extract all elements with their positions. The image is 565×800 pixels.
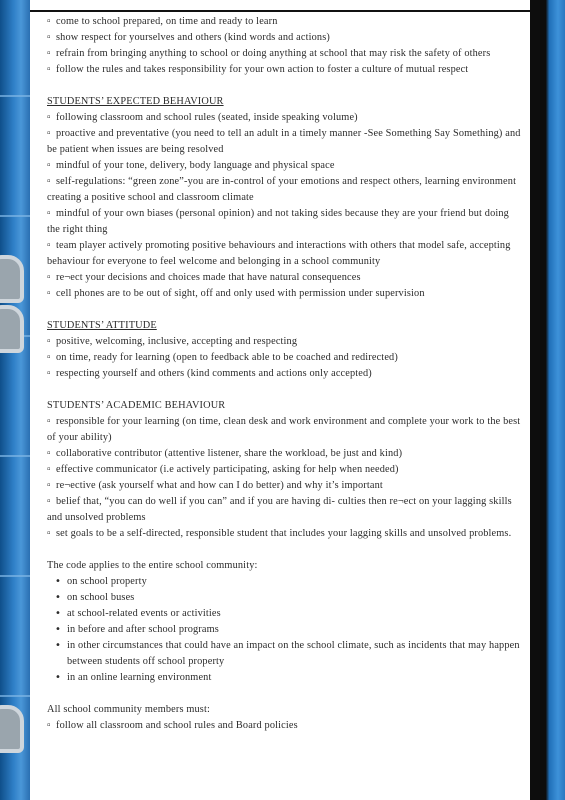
list-item: ▫ belief that, “you can do well if you can” and if you are having di- culties then re¬ect on your lagging skills and unsolved problems — [47, 496, 512, 523]
bullet-icon: ▫ — [47, 32, 51, 43]
bullet-icon: ▫ — [47, 272, 51, 283]
locker-background-left — [0, 0, 30, 800]
attitude-section — [47, 318, 522, 382]
scope-section — [47, 558, 522, 686]
expected-behaviour-section — [47, 94, 522, 302]
bullet-icon: ▫ — [47, 528, 51, 539]
list-item: • in an online learning environment — [67, 670, 522, 686]
padlock-icon — [0, 305, 24, 353]
list-item: • on school property — [67, 574, 522, 590]
list-item: ▫ follow all classroom and school rules and Board policies — [47, 718, 522, 734]
locker-background-right — [530, 0, 565, 800]
bullet-icon: ▫ — [47, 448, 51, 459]
section-heading: STUDENTS’ ACADEMIC BEHAVIOUR — [47, 400, 226, 411]
bullet-icon: ▫ — [47, 496, 51, 507]
bullet-icon: ▫ — [47, 464, 51, 475]
list-item: ▫ set goals to be a self-directed, responsible student that includes your lagging skills and unsolved problems. — [47, 526, 522, 542]
bullet-icon: ▫ — [47, 176, 51, 187]
bullet-icon: ▫ — [47, 208, 51, 219]
list-item: ▫ following classroom and school rules (seated, inside speaking volume) — [47, 110, 522, 126]
bullet-icon: ▫ — [47, 480, 51, 491]
bullet-icon: ▫ — [47, 288, 51, 299]
list-item: ▫ respecting yourself and others (kind comments and actions only accepted) — [47, 366, 522, 382]
list-item: ▫ team player actively promoting positive behaviours and interactions with others that model safe, accepting behaviour for everyone to feel welcome and belonging in a school community — [47, 240, 511, 267]
list-item: ▫ show respect for yourselves and others (kind words and actions) — [47, 30, 522, 46]
list-item: ▫ positive, welcoming, inclusive, accepting and respecting — [47, 334, 522, 350]
bullet-icon: ▫ — [47, 720, 51, 731]
scope-list — [47, 574, 522, 686]
list-item: ▫ follow the rules and takes responsibility for your own action to foster a culture of mutual respect — [47, 62, 522, 78]
list-item: • at school-related events or activities — [67, 606, 522, 622]
list-item: ▫ refrain from bringing anything to school or doing anything at school that may risk the safety of others — [47, 46, 522, 62]
list-item: ▫ re¬ective (ask yourself what and how can I do better) and why it’s important — [47, 478, 522, 494]
list-item: • in other circumstances that could have an impact on the school climate, such as incidents that may happen between students off school property — [67, 638, 522, 670]
bullet-icon: ▫ — [47, 64, 51, 75]
list-item: ▫ responsible for your learning (on time, clean desk and work environment and complete your work to the best of your ability) — [47, 416, 521, 443]
padlock-icon — [0, 705, 24, 753]
section-heading: STUDENTS’ EXPECTED BEHAVIOUR — [47, 96, 224, 107]
bullet-icon: ▫ — [47, 240, 51, 251]
bullet-icon: ▫ — [47, 352, 51, 363]
list-item: • in before and after school programs — [67, 622, 522, 638]
bullet-icon: ▫ — [47, 112, 51, 123]
bullet-icon: ▫ — [47, 368, 51, 379]
list-item: ▫ mindful of your own biases (personal opinion) and not taking sides because they are your friend but doing the right thing — [47, 208, 509, 235]
list-item: ▫ re¬ect your decisions and choices made that have natural consequences — [47, 270, 522, 286]
bullet-icon: ▫ — [47, 48, 51, 59]
list-item: ▫ self-regulations: “green zone”-you are in-control of your emotions and respect others, learning environment creating a positive school and classroom climate — [47, 176, 517, 203]
members-section — [47, 702, 522, 734]
bullet-icon: ▫ — [47, 416, 51, 427]
bullet-icon: ▫ — [47, 160, 51, 171]
list-item: ▫ collaborative contributor (attentive listener, share the workload, be just and kind) — [47, 446, 522, 462]
list-item: ▫ cell phones are to be out of sight, off and only used with permission under supervision — [47, 286, 522, 302]
academic-behaviour-section — [47, 398, 522, 542]
scope-intro: The code applies to the entire school community: — [47, 560, 258, 571]
document-page — [30, 10, 530, 800]
bullet-icon: ▫ — [47, 336, 51, 347]
list-item: ▫ come to school prepared, on time and ready to learn — [47, 14, 522, 30]
bullet-icon: ▫ — [47, 16, 51, 27]
list-item: • on school buses — [67, 590, 522, 606]
padlock-icon — [0, 255, 24, 303]
list-item: ▫ on time, ready for learning (open to feedback able to be coached and redirected) — [47, 350, 522, 366]
intro-list — [47, 14, 522, 78]
members-intro: All school community members must: — [47, 704, 210, 715]
section-heading: STUDENTS’ ATTITUDE — [47, 320, 157, 331]
bullet-icon: ▫ — [47, 128, 51, 139]
list-item: ▫ proactive and preventative (you need to tell an adult in a timely manner -See Something Say Something) and be patient when issues are being resolved — [47, 128, 521, 155]
list-item: ▫ effective communicator (i.e actively participating, asking for help when needed) — [47, 462, 522, 478]
list-item: ▫ mindful of your tone, delivery, body language and physical space — [47, 158, 522, 174]
